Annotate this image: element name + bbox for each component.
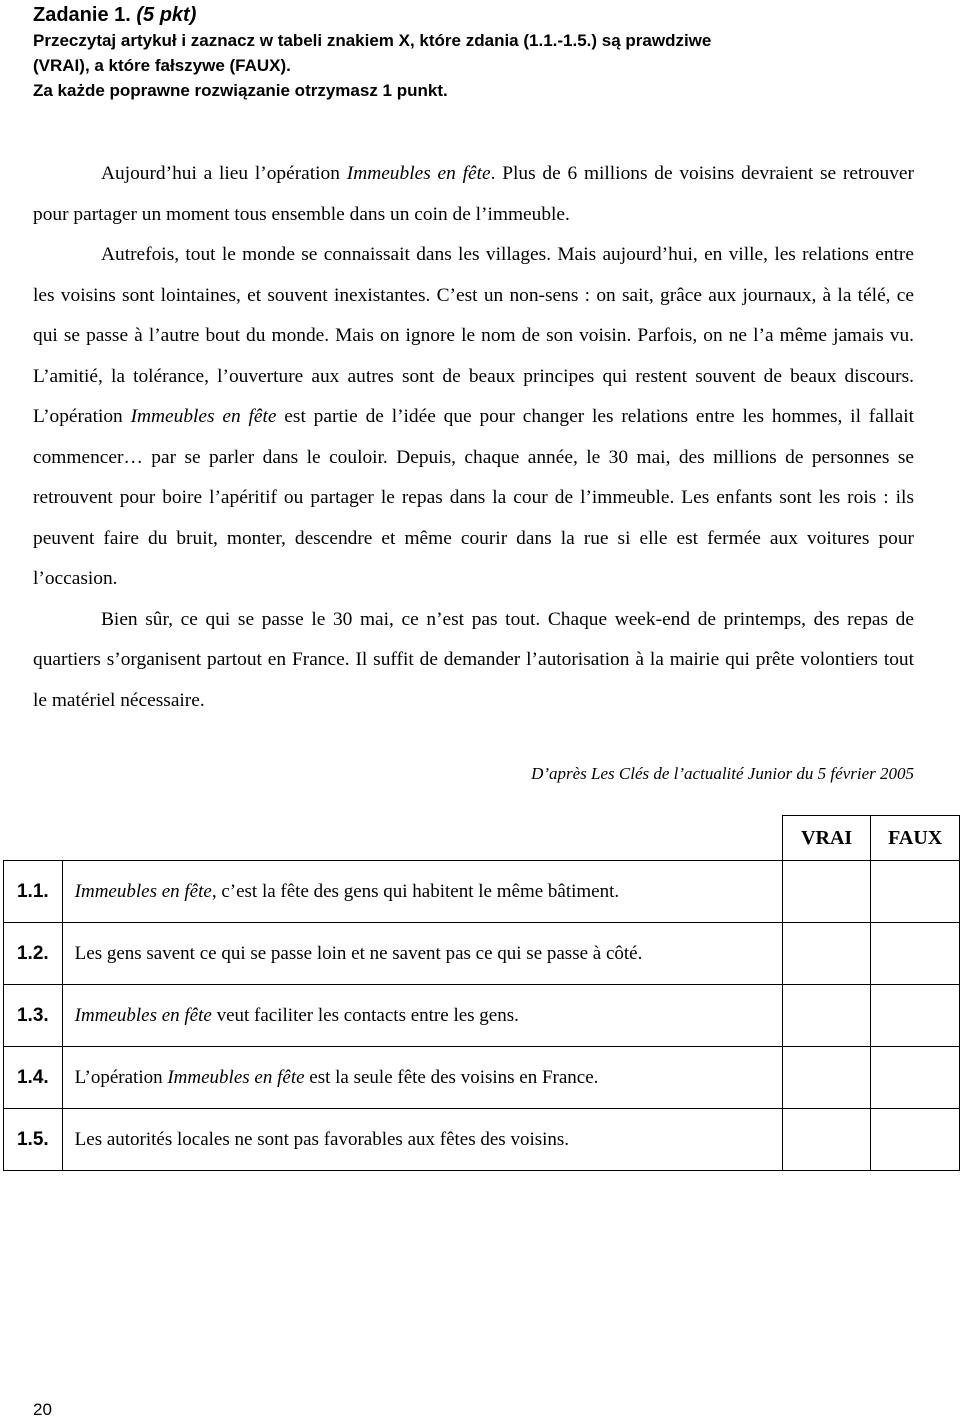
instruction-line: Za każde poprawne rozwiązanie otrzymasz 1 punkt. — [33, 81, 448, 100]
statement-text: Les gens savent ce qui se passe loin et ne savent pas ce qui se passe à côté. — [62, 923, 782, 985]
answer-box-vrai[interactable] — [782, 923, 871, 985]
operation-name: Immeubles en fête — [130, 406, 277, 427]
answer-box-faux[interactable] — [871, 1109, 960, 1171]
statement-text: Immeubles en fête veut faciliter les contacts entre les gens. — [62, 985, 782, 1047]
answer-box-vrai[interactable] — [782, 861, 871, 923]
answer-box-vrai[interactable] — [782, 985, 871, 1047]
answer-box-faux[interactable] — [871, 861, 960, 923]
table-row — [4, 985, 960, 1047]
task-header — [33, 2, 933, 103]
column-header-faux: FAUX — [871, 816, 960, 861]
statement-text: Immeubles en fête, c’est la fête des gens qui habitent le même bâtiment. — [62, 861, 782, 923]
article-source: D’après Les Clés de l’actualité Junior du 5 février 2005 — [531, 764, 914, 783]
answer-box-faux[interactable] — [871, 923, 960, 985]
statement-text: Les autorités locales ne sont pas favorables aux fêtes des voisins. — [62, 1109, 782, 1171]
task-points: (5 pkt) — [136, 4, 197, 26]
article-text — [33, 154, 914, 721]
answer-box-vrai[interactable] — [782, 1109, 871, 1171]
table-row — [4, 923, 960, 985]
statement-text: L’opération Immeubles en fête est la seule fête des voisins en France. — [62, 1047, 782, 1109]
table-row — [4, 861, 960, 923]
operation-name: Immeubles en fête — [346, 163, 491, 184]
true-false-table — [3, 815, 960, 1171]
article-paragraph-1: Aujourd’hui a lieu l’opération Immeubles en fête. Plus de 6 millions de voisins devraient se retrouver pour partager un moment tous ensemble dans un coin de l’immeuble. Autrefois, tout le monde se connaissait dans les villages. Mais aujourd’hui, en ville, les relations entre les voisins sont lointaines, et souvent inexistantes. C’est un non-sens : on sait, grâce aux journaux, à la télé, ce qui se passe à l’autre bout du monde. Mais on ignore le nom de son voisin. Parfois, on ne l’a même jamais vu. L’amitié, la tolérance, l’ouverture aux autres sont de beaux principes qui restent souvent de beaux discours. L’opération Immeubles en fête est partie de l’idée que pour changer les relations entre les hommes, il fallait commencer… par se parler dans le couloir. Depuis, chaque année, le 30 mai, des millions de personnes se retrouvent pour boire l’apéritif ou partager le repas dans la cour de l’immeuble. Les enfants sont les rois : ils peuvent faire du bruit, monter, descendre et même courir dans la rue si elle est fermée aux voitures pour l’occasion. — [33, 163, 914, 589]
statement-number: 1.4. — [4, 1047, 63, 1109]
task-title — [33, 2, 933, 28]
instruction-line: (VRAI), a które fałszywe (FAUX). — [33, 56, 291, 75]
article-paragraph-2: Bien sûr, ce qui se passe le 30 mai, ce n’est pas tout. Chaque week-end de printemps, des repas de quartiers s’organisent partout en France. Il suffit de demander l’autorisation à la mairie qui prête volontiers tout le matériel nécessaire. — [33, 608, 914, 711]
statement-number: 1.5. — [4, 1109, 63, 1171]
instruction-line: Przeczytaj artykuł i zaznacz w tabeli znakiem X, które zdania (1.1.-1.5.) są prawdziwe — [33, 31, 712, 50]
table-header-row — [4, 816, 960, 861]
table-row — [4, 1109, 960, 1171]
column-header-vrai: VRAI — [782, 816, 871, 861]
answer-box-faux[interactable] — [871, 985, 960, 1047]
page-number: 20 — [33, 1400, 52, 1419]
statement-number: 1.3. — [4, 985, 63, 1047]
statement-number: 1.2. — [4, 923, 63, 985]
answer-box-vrai[interactable] — [782, 1047, 871, 1109]
task-title-label: Zadanie 1. — [33, 4, 137, 26]
statement-number: 1.1. — [4, 861, 63, 923]
answer-box-faux[interactable] — [871, 1047, 960, 1109]
table-row — [4, 1047, 960, 1109]
